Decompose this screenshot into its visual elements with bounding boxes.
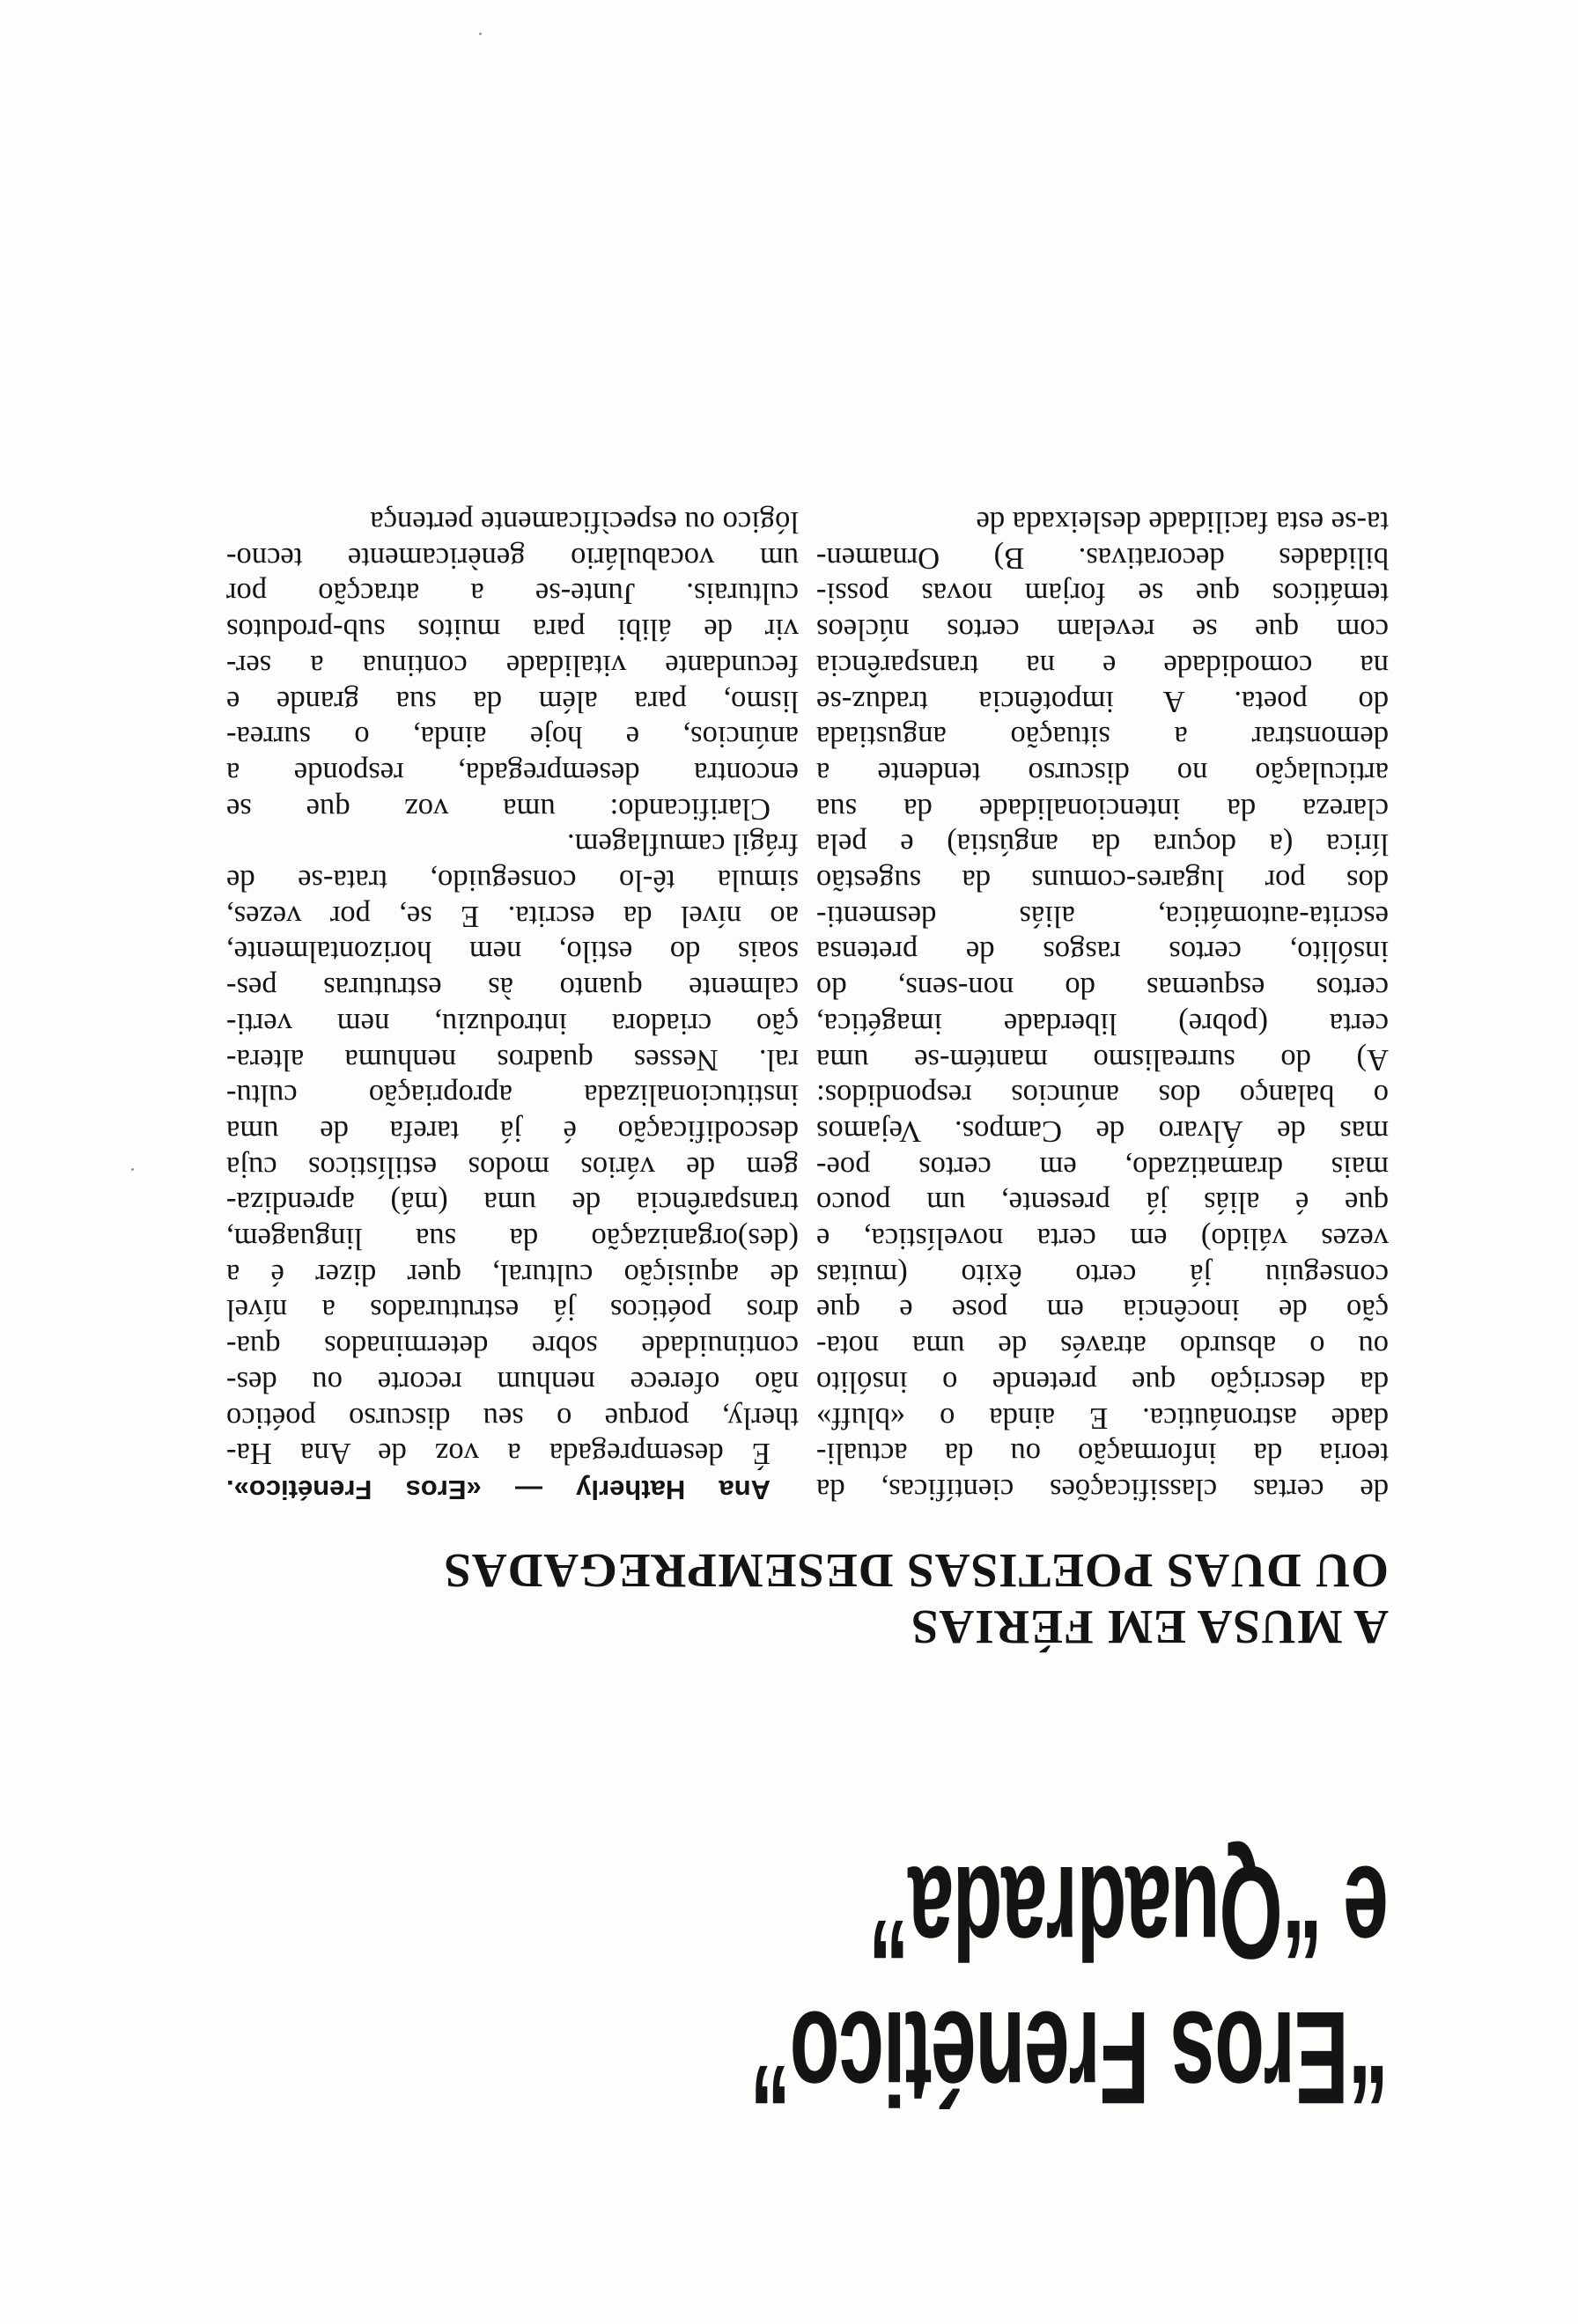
text-line: ção criadora introduziu, nem verti- [226,1006,799,1041]
text-line: soais do estilo, nem horizontalmente, [226,935,799,969]
headline-line-1: “Eros Frenético” [750,1984,1389,2132]
text-line: certa (pobre) liberdade imagética, [816,1006,1389,1041]
text-line: ao nível da escrita. E se, por vezes, [226,899,799,933]
text-line: mais dramatizado, em certos poe- [816,1150,1389,1184]
review-byline: Ana Hatherly — «Eros Frenético». [226,1475,771,1505]
text-line: ção de inocência em pose e que [816,1293,1389,1327]
text-column-1 [226,504,799,1507]
text-line: transparência de uma (má) aprendiza- [226,1186,799,1220]
text-line: escrita-automática, aliás desmenti- [816,899,1389,933]
text-column-2 [816,504,1389,1507]
text-line: articulação no discurso tendente a [816,755,1389,790]
text-line: temáticos que se forjam novas possi- [816,577,1389,611]
text-line: conseguiu já certo êxito (muitas [816,1257,1389,1291]
text-line: bilidades decorativas. B) Ornamen- [816,541,1389,575]
text-line: calmente quanto às estruturas pes- [226,971,799,1005]
text-line: simula tê-lo conseguido, trata-se de [226,864,799,898]
text-line: vezes válido) em certa novelística, e [816,1222,1389,1256]
text-line: dade astronáutica. E ainda o «bluff» [816,1401,1389,1435]
text-line: encontra desempregada, responde a [226,755,799,790]
text-line: ou o absurdo através de uma nota- [816,1329,1389,1364]
text-line: com que se revelam certos núcleos [816,613,1389,647]
text-line: dros poéticos já estruturados a nível [226,1293,799,1327]
text-line: que é aliás já presente, um pouco [816,1186,1389,1220]
text-line: demonstrar a situação angustiada [816,720,1389,754]
text-line: vir de álibi para muitos sub-produtos [226,613,799,647]
text-line: continuidade sobre determinados qua- [226,1329,799,1364]
text-line: A) do surrealismo mantém-se uma [816,1042,1389,1077]
text-line: um vocabulário genèricamente tecno- [226,541,799,575]
text-line: frágil camuflagem. [566,827,799,862]
text-line: lismo, para além da sua grande e [226,684,799,718]
subtitle-line-1: A MUSA EM FÉRIAS [910,1600,1389,1654]
text-line: mas de Álvaro de Campos. Vejamos [816,1114,1389,1148]
text-line: ral. Nesses quadros nenhuma altera- [226,1042,799,1077]
print-speck [131,1168,134,1171]
text-line: insólito, certos rasgos de pretensa [816,935,1389,969]
text-line: na comodidade e na transparência [816,648,1389,682]
text-line: teoria da informação ou da actuali- [816,1437,1389,1471]
text-line: o balanço dos anúncios respondidos: [816,1078,1389,1113]
text-line: de aquisição cultural, quer dizer é a [226,1257,799,1291]
text-line: institucionalizada apropriação cultu- [226,1078,799,1113]
text-line: therly, porque o seu discurso poético [226,1401,799,1435]
text-line: anúncios, e hoje ainda, o surrea- [226,720,799,754]
text-line: certos esquemas do non-sens, do [816,971,1389,1005]
headline-line-2: e “Quadrada” [869,1839,1389,1987]
text-line: do poeta. A impotência traduz-se [816,684,1389,718]
text-line: lírica (a doçura da angústia) e pela [816,827,1389,862]
text-line: lógico ou especìficamente pertença [370,505,799,540]
text-line: É desempregada a voz de Ana Ha- [226,1437,771,1471]
text-line: culturais. Junte-se a atracção por [226,577,799,611]
text-line: não oferece nenhum recorte ou des- [226,1364,799,1399]
text-line: de certas classificações científicas, da [816,1473,1389,1506]
text-line: ta-se esta facilidade desleixada de [976,505,1389,540]
text-line: gem de vários modos estilísticos cuja [226,1150,799,1184]
text-line: fecundante vitalidade continua a ser- [226,648,799,682]
text-line: clareza da intencionalidade da sua [816,791,1389,826]
article-headline [750,1839,1389,2132]
print-speck [479,33,482,35]
article-subtitle [85,1542,1389,1655]
text-line: (des)organização da sua linguagem, [226,1222,799,1256]
text-line: da descrição que pretende o insólito [816,1364,1389,1399]
text-line: dos por lugares-comuns da sugestão [816,864,1389,898]
text-line: descodificação é já tarefa de uma [226,1114,799,1148]
subtitle-line-2: OU DUAS POETISAS DESEMPREGADAS [443,1544,1389,1598]
text-line: Clarificando: uma voz que se [226,791,771,826]
